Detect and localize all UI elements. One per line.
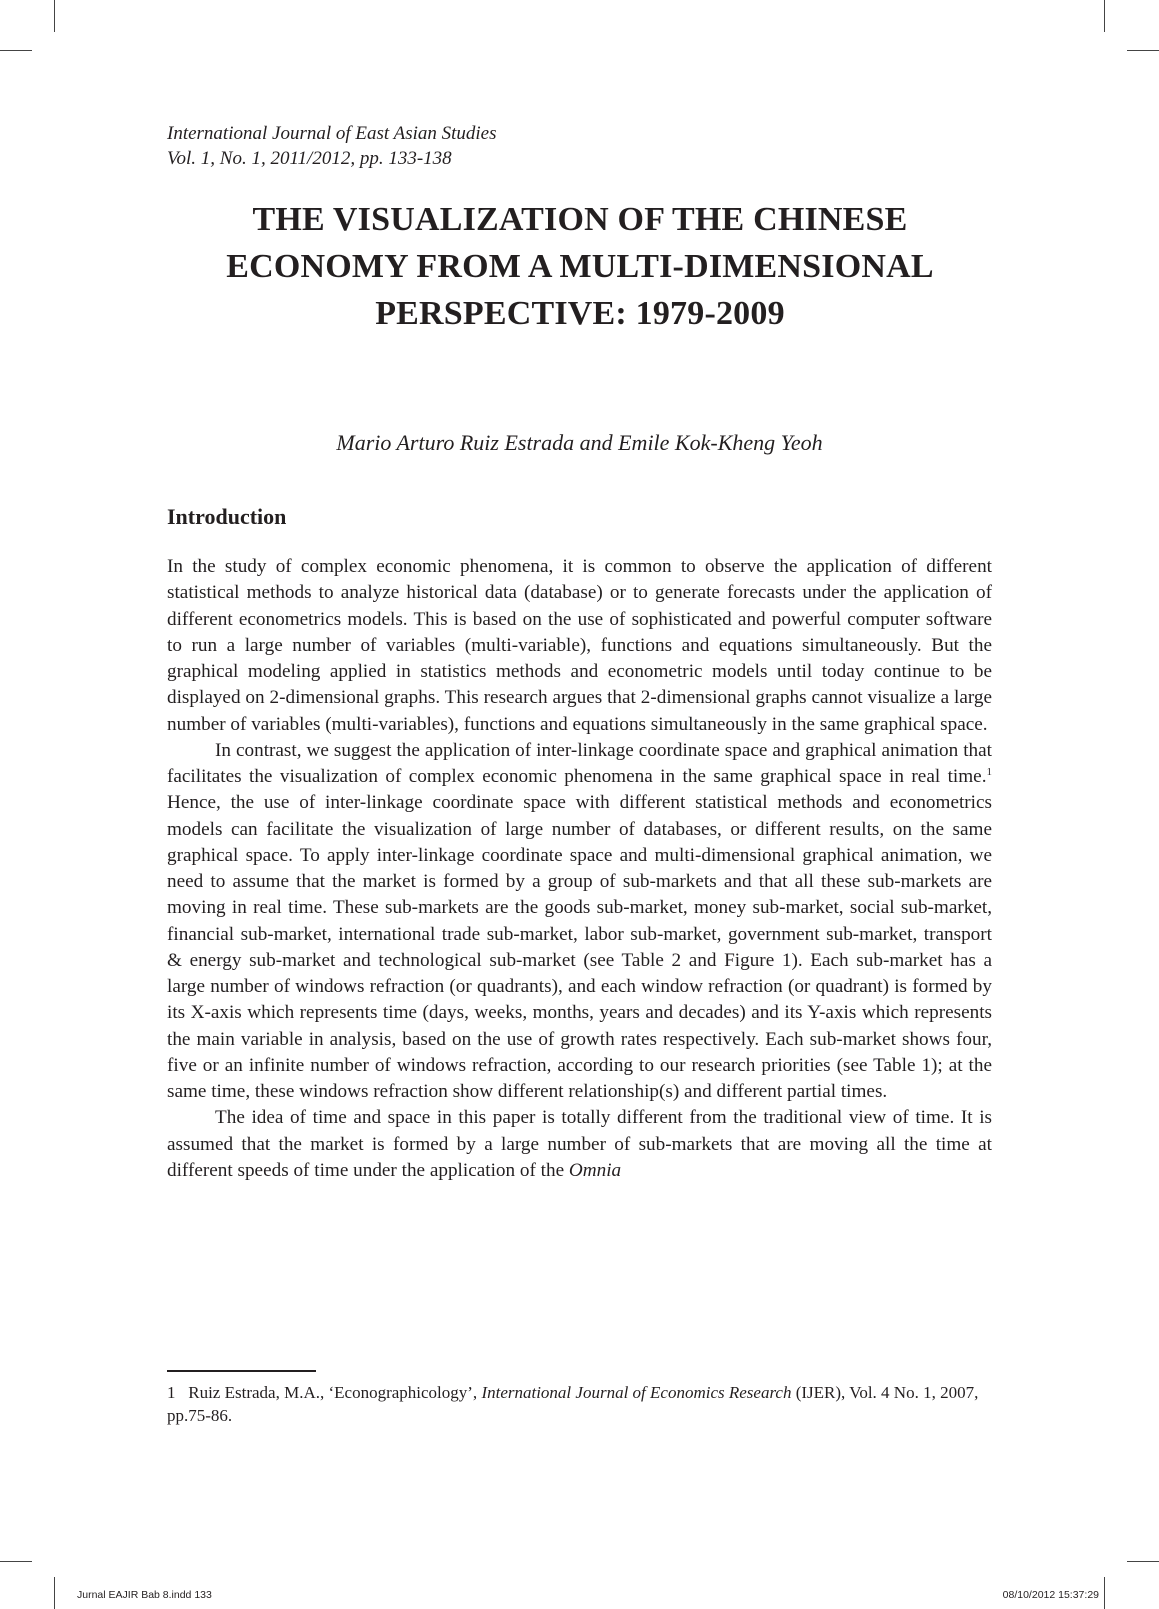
crop-mark — [1127, 1561, 1159, 1562]
title-line: ECONOMY FROM A MULTI-DIMENSIONAL — [226, 248, 934, 285]
footnote — [167, 1381, 992, 1427]
body-text — [167, 554, 992, 1184]
footnote-rule — [167, 1370, 316, 1372]
footnote-number: 1 — [167, 1383, 176, 1402]
journal-name: International Journal of East Asian Studies — [167, 123, 497, 144]
journal-volume: Vol. 1, No. 1, 2011/2012, pp. 133-138 — [167, 148, 452, 169]
footnote-text: Ruiz Estrada, M.A., ‘Econographicology’, — [188, 1383, 482, 1402]
paragraph-3 — [167, 1105, 992, 1184]
crop-mark — [0, 1561, 32, 1562]
paragraph-2-text: In contrast, we suggest the application of inter-linkage coordinate space and graphical animation that facilitates the visualization of complex economic phenomena in the same graphical space in real time. — [167, 739, 992, 787]
crop-mark — [1104, 0, 1105, 32]
section-heading: Introduction — [167, 504, 287, 529]
slug-file-info: Jurnal EAJIR Bab 8.indd 133 — [77, 1589, 212, 1601]
footnote-ref[interactable]: 1 — [986, 766, 992, 778]
paragraph-1: In the study of complex economic phenomena, it is common to observe the application of different statistical methods to analyze historical data (database) or to generate forecasts under the application of different econometrics models. This is based on the use of sophisticated and powerful computer software to run a large number of variables (multi-variable), functions and equations simultaneously. But the graphical modeling applied in statistics methods and econometric models until today continue to be displayed on 2-dimensional graphs. This research argues that 2-dimensional graphs cannot visualize a large number of variables (multi-variables), functions and equations simultaneously in the same graphical space. — [167, 556, 992, 735]
footnote-journal: International Journal of Economics Research — [481, 1383, 792, 1402]
journal-header — [167, 121, 497, 171]
paragraph-3-text: The idea of time and space in this paper is totally different from the traditional view of time. It is assumed that the market is formed by a large number of sub-markets that are moving all the time at different speeds of time under the application of the — [167, 1107, 992, 1181]
title-line: THE VISUALIZATION OF THE CHINESE — [252, 201, 908, 238]
paragraph-2 — [167, 738, 992, 1106]
paper-title — [120, 196, 1040, 337]
crop-mark — [0, 50, 32, 51]
crop-mark — [54, 1577, 55, 1609]
paragraph-3-italic: Omnia — [568, 1159, 622, 1181]
paragraph-2-text: Hence, the use of inter-linkage coordinate space with different statistical methods and econometrics models can facilitate the visualization of large number of databases, or different results, on the same graphical space. To apply inter-linkage coordinate space and multi-dimensional graphical animation, we need to assume that the market is formed by a group of sub-markets and that all these sub-markets are moving in real time. These sub-markets are the goods sub-market, money sub-market, social sub-market, financial sub-market, international trade sub-market, labor sub-market, government sub-market, transport & energy sub-market and technological sub-market (see Table 2 and Figure 1). Each sub-market has a large number of windows refraction (or quadrants), and each window refraction (or quadrant) is formed by its X-axis which represents time (days, weeks, months, years and decades) and its Y-axis which represents the main variable in analysis, based on the use of growth rates respectively. Each sub-market shows four, five or an infinite number of windows refraction, according to our research priorities (see Table 1); at the same time, these windows refraction show different relationship(s) and different partial times. — [167, 792, 992, 1102]
crop-mark — [1127, 50, 1159, 51]
title-line: PERSPECTIVE: 1979-2009 — [375, 295, 785, 332]
authors: Mario Arturo Ruiz Estrada and Emile Kok-Kheng Yeoh — [336, 430, 823, 455]
footnote-text: (IJER), Vol. 4 No. 1, 2007, pp.75-86. — [167, 1383, 979, 1425]
crop-mark — [1104, 1577, 1105, 1609]
crop-mark — [54, 0, 55, 32]
slug-timestamp: 08/10/2012 15:37:29 — [1002, 1589, 1099, 1601]
